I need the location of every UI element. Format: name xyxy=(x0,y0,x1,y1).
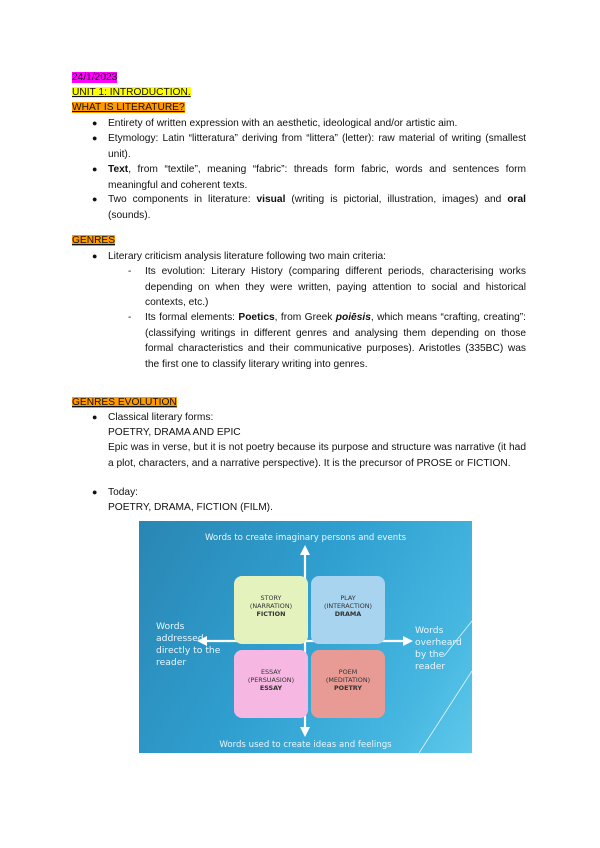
dash-icon: - xyxy=(128,312,132,323)
box-poem-title: POEM xyxy=(338,668,358,676)
genres-heading-text: GENRES xyxy=(72,235,116,246)
box-story xyxy=(234,576,308,644)
section-heading-genres xyxy=(72,233,115,249)
box-play-genre: DRAMA xyxy=(334,610,362,618)
unit-title-text: UNIT 1: INTRODUCTION. xyxy=(72,87,191,98)
box-essay xyxy=(234,650,308,718)
section-heading-literature xyxy=(72,100,185,116)
bullet-components: Two components in literature: visual (writing is pictorial, illustration, images) and oral (sounds). xyxy=(108,194,527,221)
unit-title xyxy=(72,85,191,101)
diagram-right-label: Words overheard by the reader xyxy=(415,625,462,672)
bullet-icon: ● xyxy=(92,164,98,174)
date-line xyxy=(72,70,117,86)
diagram-left-label: Words addressed directly to the reader xyxy=(156,621,221,668)
box-story-sub: (NARRATION) xyxy=(249,602,293,610)
box-essay-genre: ESSAY xyxy=(259,684,283,692)
bullet-icon: ● xyxy=(92,412,98,422)
diagram-top-label: Words to create imaginary persons and events xyxy=(204,533,407,543)
box-play xyxy=(311,576,385,644)
box-story-title: STORY xyxy=(260,594,282,602)
bullet-etymology: Etymology: Latin “litteratura” deriving from “littera” (letter): raw material of writing (smallest unit). xyxy=(108,133,526,160)
evolution-heading-text: GENRES EVOLUTION xyxy=(72,397,177,408)
box-essay-title: ESSAY xyxy=(260,668,282,676)
box-story-genre: FICTION xyxy=(256,610,286,618)
bullet-criteria: Literary criticism analysis literature following two main criteria: xyxy=(108,251,386,262)
bullet-icon: ● xyxy=(92,251,98,261)
sub-formal: Its formal elements: Poetics, from Greek poiēsis, which means “crafting, creating”: (classifying writings in different genres and analysing them depending on those formal characteristics and their communicative purposes). Aristotles (335BC) was the first one to classify literary writing into genres. xyxy=(145,312,527,370)
bullet-text: Text, from “textile”, meaning “fabric”: threads form fabric, words and sentences form meaningful and coherent texts. xyxy=(108,164,526,191)
box-poem xyxy=(311,650,385,718)
dash-icon: - xyxy=(128,266,132,277)
section-heading-evolution xyxy=(72,395,177,411)
today-title: Today: xyxy=(108,487,139,498)
classical-forms: POETRY, DRAMA AND EPIC xyxy=(108,427,241,438)
literature-heading-text: WHAT IS LITERATURE? xyxy=(72,102,185,113)
bullet-icon: ● xyxy=(92,118,98,128)
sub-evolution: Its evolution: Literary History (comparing different periods, characterising works depending on when they were written, paying attention to social and historical contexts, etc.) xyxy=(145,266,526,308)
date-text: 24/1/2023 xyxy=(72,72,118,83)
epic-paragraph: Epic was in verse, but it is not poetry because its purpose and structure was narrative (it had a plot, characters, and a narrative perspective). It is the precursor of PROSE or FICTION. xyxy=(108,442,526,469)
box-play-sub: (INTERACTION) xyxy=(323,602,373,610)
box-poem-sub: (MEDITATION) xyxy=(325,676,371,684)
bullet-icon: ● xyxy=(92,133,98,143)
classical-title: Classical literary forms: xyxy=(108,412,214,423)
box-poem-genre: POETRY xyxy=(333,684,363,692)
genres-diagram xyxy=(139,521,472,753)
box-play-title: PLAY xyxy=(340,594,356,602)
box-essay-sub: (PERSUASION) xyxy=(247,676,295,684)
bullet-icon: ● xyxy=(92,487,98,497)
bullet-entirety: Entirety of written expression with an aesthetic, ideological and/or artistic aim. xyxy=(108,118,458,129)
today-forms: POETRY, DRAMA, FICTION (FILM). xyxy=(108,502,273,513)
diagram-bottom-label: Words used to create ideas and feelings xyxy=(219,740,392,750)
bullet-icon: ● xyxy=(92,194,98,204)
